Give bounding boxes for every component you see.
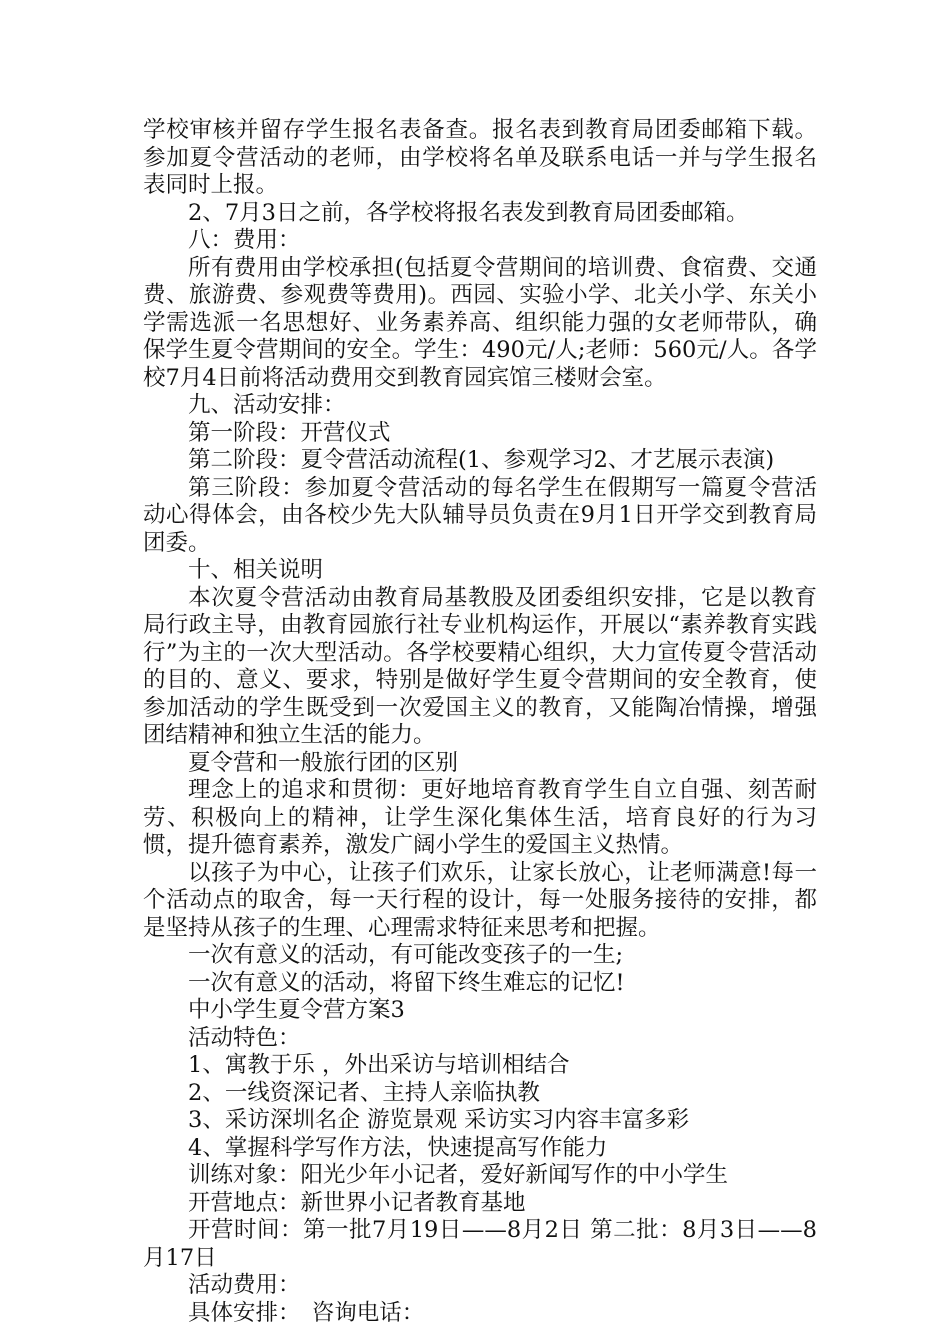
paragraph: 训练对象：阳光少年小记者，爱好新闻写作的中小学生 — [188, 1162, 729, 1188]
list-item: 3、采访深圳名企 游览景观 采访实习内容丰富多彩 — [188, 1107, 690, 1133]
section-heading: 活动特色： — [188, 1024, 301, 1051]
paragraph: 2、7月3日之前，各学校将报名表发到教育局团委邮箱。 — [188, 199, 749, 226]
paragraph: 理念上的追求和贯彻：更好地培育教育学生自立自强、刻苦耐劳、积极向上的精神，让学生深化集体生活，培育良好的行为习惯，提升德育素养，激发广阔小学生的爱国主义热情。 — [143, 777, 817, 858]
list-item: 2、一线资深记者、主持人亲临执教 — [188, 1079, 540, 1106]
paragraph: 具体安排： 咨询电话： — [188, 1299, 425, 1326]
paragraph: 学校审核并留存学生报名表备查。报名表到教育局团委邮箱下载。参加夏令营活动的老师，由学校将名单及联系电话一并与学生报名表同时上报。 — [143, 117, 817, 198]
section-heading: 八：费用： — [188, 227, 301, 253]
paragraph: 第一阶段：开营仪式 — [188, 419, 391, 446]
paragraph: 第三阶段：参加夏令营活动的每名学生在假期写一篇夏令营活动心得体会，由各校少先大队辅导员负责在9月1日开学交到教育局团委。 — [143, 474, 817, 556]
paragraph: 第二阶段：夏令营活动流程(1、参观学习2、才艺展示表演) — [188, 447, 775, 473]
paragraph: 以孩子为中心，让孩子们欢乐，让家长放心，让老师满意!每一个活动点的取舍，每一天行程的设计，每一处服务接待的安排，都是坚持从孩子的生理、心理需求特征来思考和把握。 — [143, 859, 817, 941]
paragraph: 活动费用： — [188, 1272, 301, 1298]
paragraph: 开营地点：新世界小记者教育基地 — [188, 1189, 526, 1216]
section-heading: 中小学生夏令营方案3 — [188, 997, 405, 1023]
section-heading: 十、相关说明 — [188, 557, 324, 583]
document-body — [143, 117, 817, 1327]
section-heading: 夏令营和一般旅行团的区别 — [188, 749, 459, 776]
paragraph: 开营时间：第一批7月19日——8月2日 第二批：8月3日——8月17日 — [143, 1217, 817, 1271]
list-item: 4、掌握科学写作方法，快速提高写作能力 — [188, 1134, 608, 1161]
paragraph: 一次有意义的活动，将留下终生难忘的记忆! — [188, 969, 625, 996]
section-heading: 九、活动安排： — [188, 392, 346, 418]
paragraph: 所有费用由学校承担(包括夏令营期间的培训费、食宿费、交通费、旅游费、参观费等费用)。西园、实验小学、北关小学、东关小学需选派一名思想好、业务素养高、组织能力强的女老师带队，确保学生夏令营期间的安全。学生：490元/人;老师：560元/人。各学校7月4日前将活动费用交到教育园宾馆三楼财会室。 — [143, 254, 817, 391]
paragraph: 本次夏令营活动由教育局基教股及团委组织安排，它是以教育局行政主导，由教育园旅行社专业机构运作，开展以“素养教育实践行”为主的一次大型活动。各学校要精心组织，大力宣传夏令营活动的目的、意义、要求，特别是做好学生夏令营期间的安全教育，使参加活动的学生既受到一次爱国主义的教育，又能陶冶情操，增强团结精神和独立生活的能力。 — [143, 584, 817, 748]
list-item: 1、寓教于乐 ，外出采访与培训相结合 — [188, 1052, 570, 1078]
paragraph: 一次有意义的活动，有可能改变孩子的一生; — [188, 942, 624, 968]
